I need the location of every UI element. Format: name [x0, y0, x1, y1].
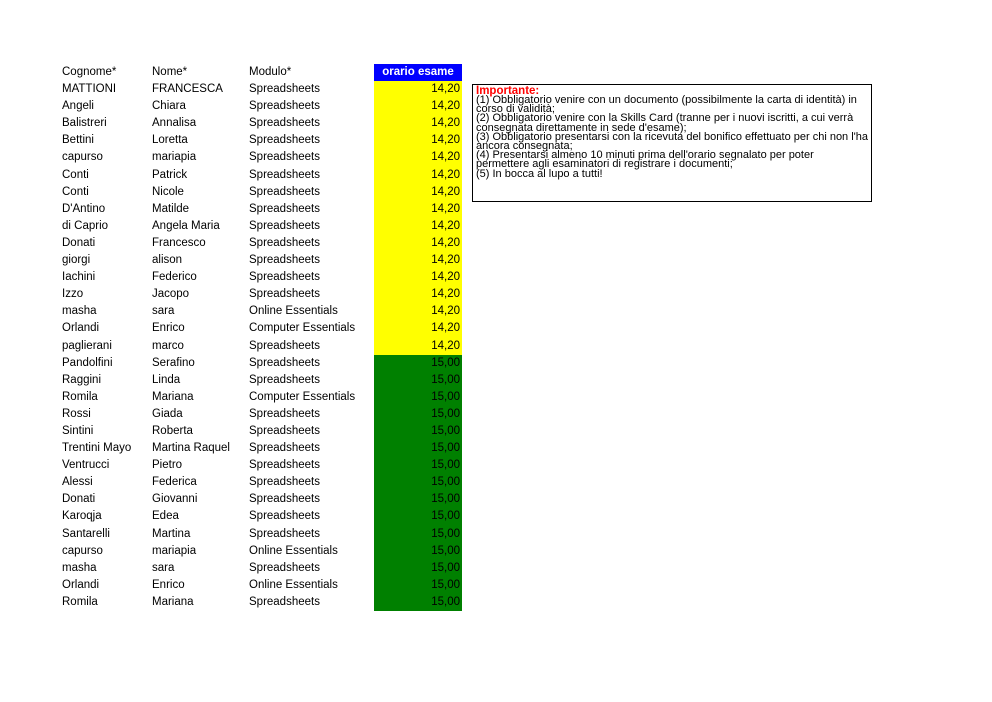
cell-modulo[interactable]: Spreadsheets [249, 356, 320, 369]
note-line-2: (2) Obbligatorio venire con la Skills Card (tranne per i nuovi iscritti, a cui verrà consegnata direttamente in sede d'esame); [476, 112, 854, 134]
cell-modulo[interactable]: Spreadsheets [249, 459, 320, 472]
cell-orario[interactable] [374, 167, 462, 184]
cell-modulo[interactable]: Spreadsheets [249, 100, 320, 113]
table-row [62, 577, 462, 594]
cell-orario[interactable] [374, 355, 462, 372]
cell-orario[interactable] [374, 98, 462, 115]
cell-nome[interactable]: mariapia [152, 544, 197, 557]
orario-value: 15,00 [431, 527, 460, 540]
cell-cognome[interactable]: Pandolfini [62, 356, 113, 369]
cell-orario[interactable] [374, 81, 462, 98]
cell-nome[interactable]: sara [152, 305, 175, 318]
header-cognome[interactable]: Cognome* [62, 66, 117, 78]
cell-nome[interactable]: Federica [152, 476, 197, 489]
note-line-3: (3) Obbligatorio presentarsi con la ricevuta del bonifico effettuato per chi non l'ha ancora consegnata; [476, 130, 869, 153]
note-line-5: (5) In bocca al lupo a tutti! [476, 167, 603, 180]
cell-modulo[interactable]: Spreadsheets [249, 134, 320, 147]
cell-modulo[interactable]: Spreadsheets [249, 288, 320, 301]
table-row [62, 457, 462, 474]
cell-modulo[interactable]: Spreadsheets [249, 493, 320, 506]
orario-value: 14,20 [431, 117, 460, 130]
cell-cognome[interactable]: Orlandi [62, 578, 100, 591]
table-row [62, 543, 462, 560]
table-row [62, 526, 462, 543]
orario-value: 15,00 [431, 578, 460, 591]
cell-nome[interactable]: Roberta [152, 424, 193, 437]
cell-orario[interactable] [374, 286, 462, 303]
orario-value: 14,20 [431, 288, 460, 301]
cell-modulo[interactable]: Spreadsheets [249, 83, 320, 96]
cell-modulo[interactable]: Spreadsheets [249, 271, 320, 284]
header-orario-esame[interactable]: orario esame [374, 64, 462, 81]
cell-orario[interactable] [374, 423, 462, 440]
cell-nome[interactable]: marco [152, 339, 184, 352]
cell-orario[interactable] [374, 132, 462, 149]
orario-value: 15,00 [431, 356, 460, 369]
cell-orario[interactable] [374, 184, 462, 201]
table-row [62, 132, 462, 149]
cell-nome[interactable]: Loretta [152, 134, 188, 147]
orario-value: 14,20 [431, 322, 460, 335]
orario-value: 14,20 [431, 100, 460, 113]
cell-cognome[interactable]: Karoqja [62, 510, 102, 523]
cell-cognome[interactable]: giorgi [62, 254, 91, 267]
table-row [62, 201, 462, 218]
cell-modulo[interactable]: Spreadsheets [249, 476, 320, 489]
cell-modulo[interactable]: Online Essentials [249, 544, 338, 557]
cell-cognome[interactable]: Conti [62, 185, 89, 198]
note-line-4: (4) Presentarsi almeno 10 minuti prima dell'orario segnalato per poter permettere agli esaminatori di registrare i documenti; [476, 149, 814, 171]
cell-orario[interactable] [374, 389, 462, 406]
cell-nome[interactable]: FRANCESCA [152, 83, 223, 96]
cell-cognome[interactable]: Orlandi [62, 322, 100, 335]
cell-modulo[interactable]: Spreadsheets [249, 561, 320, 574]
exam-schedule-table [62, 64, 462, 611]
cell-orario[interactable] [374, 560, 462, 577]
orario-value: 15,00 [431, 561, 460, 574]
cell-modulo[interactable]: Spreadsheets [249, 117, 320, 130]
cell-nome[interactable]: Pietro [152, 459, 183, 472]
cell-cognome[interactable]: Romila [62, 595, 98, 608]
cell-modulo[interactable]: Spreadsheets [249, 185, 320, 198]
notes-box[interactable] [472, 84, 872, 202]
orario-value: 14,20 [431, 202, 460, 215]
cell-cognome[interactable]: paglierani [62, 339, 112, 352]
cell-cognome[interactable]: Sintini [62, 424, 94, 437]
cell-cognome[interactable]: capurso [62, 151, 103, 164]
table-row [62, 115, 462, 132]
notes-title: Importante: [476, 85, 540, 97]
cell-nome[interactable]: Giovanni [152, 493, 198, 506]
table-body [62, 81, 462, 611]
table-row [62, 491, 462, 508]
cell-modulo[interactable]: Online Essentials [249, 578, 338, 591]
table-row [62, 560, 462, 577]
cell-orario[interactable] [374, 508, 462, 525]
table-row [62, 98, 462, 115]
table-row [62, 440, 462, 457]
table-row [62, 235, 462, 252]
cell-modulo[interactable]: Spreadsheets [249, 339, 320, 352]
cell-nome[interactable]: Francesco [152, 236, 206, 249]
table-row [62, 508, 462, 525]
cell-nome[interactable]: Angela Maria [152, 219, 220, 232]
orario-value: 15,00 [431, 459, 460, 472]
cell-cognome[interactable]: MATTIONI [62, 83, 117, 96]
note-line-1: (1) Obbligatorio venire con un documento (possibilmente la carta di identità) in corso di validità; [476, 94, 857, 116]
cell-cognome[interactable]: capurso [62, 544, 103, 557]
table-row [62, 320, 462, 337]
cell-nome[interactable]: Martina Raquel [152, 442, 230, 455]
cell-nome[interactable]: Jacopo [152, 288, 190, 301]
orario-value: 15,00 [431, 476, 460, 489]
orario-value: 15,00 [431, 510, 460, 523]
orario-value: 14,20 [431, 254, 460, 267]
cell-cognome[interactable]: Rossi [62, 407, 91, 420]
cell-orario[interactable] [374, 543, 462, 560]
table-row [62, 423, 462, 440]
table-row [62, 594, 462, 611]
cell-nome[interactable]: Enrico [152, 322, 185, 335]
orario-value: 14,20 [431, 134, 460, 147]
cell-cognome[interactable]: Angeli [62, 100, 94, 113]
cell-orario[interactable] [374, 440, 462, 457]
table-row [62, 184, 462, 201]
table-row [62, 149, 462, 166]
cell-orario[interactable] [374, 218, 462, 235]
table-row [62, 81, 462, 98]
table-row [62, 389, 462, 406]
cell-cognome[interactable]: Iachini [62, 271, 96, 284]
cell-cognome[interactable]: masha [62, 561, 97, 574]
cell-nome[interactable]: mariapia [152, 151, 197, 164]
table-row [62, 252, 462, 269]
cell-orario[interactable] [374, 320, 462, 337]
cell-cognome[interactable]: Raggini [62, 373, 101, 386]
cell-nome[interactable]: Annalisa [152, 117, 197, 130]
cell-orario[interactable] [374, 149, 462, 166]
table-row [62, 218, 462, 235]
orario-value: 14,20 [431, 185, 460, 198]
cell-orario[interactable] [374, 338, 462, 355]
cell-modulo[interactable]: Computer Essentials [249, 322, 356, 335]
cell-nome[interactable]: sara [152, 561, 175, 574]
orario-value: 15,00 [431, 424, 460, 437]
cell-cognome[interactable]: Balistreri [62, 117, 107, 130]
table-row [62, 303, 462, 320]
cell-orario[interactable] [374, 594, 462, 611]
table-row [62, 167, 462, 184]
cell-modulo[interactable]: Computer Essentials [249, 390, 356, 403]
cell-orario[interactable] [374, 303, 462, 320]
cell-modulo[interactable]: Spreadsheets [249, 527, 320, 540]
cell-nome[interactable]: Federico [152, 271, 197, 284]
cell-orario[interactable] [374, 406, 462, 423]
cell-nome[interactable]: Enrico [152, 578, 185, 591]
cell-modulo[interactable]: Spreadsheets [249, 424, 320, 437]
cell-modulo[interactable]: Online Essentials [249, 305, 338, 318]
orario-value: 15,00 [431, 544, 460, 557]
cell-cognome[interactable]: Bettini [62, 134, 94, 147]
orario-value: 14,20 [431, 219, 460, 232]
cell-modulo[interactable]: Spreadsheets [249, 442, 320, 455]
cell-modulo[interactable]: Spreadsheets [249, 168, 320, 181]
cell-cognome[interactable]: Trentini Mayo [62, 442, 132, 455]
table-row [62, 372, 462, 389]
cell-nome[interactable]: Giada [152, 407, 183, 420]
cell-cognome[interactable]: Alessi [62, 476, 93, 489]
cell-cognome[interactable]: D'Antino [62, 202, 106, 215]
cell-nome[interactable]: Martina [152, 527, 191, 540]
cell-orario[interactable] [374, 457, 462, 474]
cell-cognome[interactable]: Ventrucci [62, 459, 110, 472]
cell-nome[interactable]: alison [152, 254, 183, 267]
header-modulo[interactable]: Modulo* [249, 66, 292, 78]
cell-orario[interactable] [374, 577, 462, 594]
cell-modulo[interactable]: Spreadsheets [249, 407, 320, 420]
cell-cognome[interactable]: Donati [62, 236, 96, 249]
cell-orario[interactable] [374, 115, 462, 132]
cell-orario[interactable] [374, 269, 462, 286]
cell-orario[interactable] [374, 201, 462, 218]
header-row [62, 64, 462, 81]
orario-value: 14,20 [431, 271, 460, 284]
cell-modulo[interactable]: Spreadsheets [249, 510, 320, 523]
cell-orario[interactable] [374, 526, 462, 543]
cell-nome[interactable]: Nicole [152, 185, 184, 198]
cell-modulo[interactable]: Spreadsheets [249, 202, 320, 215]
cell-modulo[interactable]: Spreadsheets [249, 236, 320, 249]
cell-nome[interactable]: Mariana [152, 595, 194, 608]
orario-value: 15,00 [431, 595, 460, 608]
cell-modulo[interactable]: Spreadsheets [249, 595, 320, 608]
cell-nome[interactable]: Patrick [152, 168, 188, 181]
orario-value: 15,00 [431, 442, 460, 455]
cell-cognome[interactable]: Romila [62, 390, 98, 403]
orario-value: 14,20 [431, 339, 460, 352]
cell-nome[interactable]: Chiara [152, 100, 186, 113]
orario-value: 14,20 [431, 168, 460, 181]
table-row [62, 338, 462, 355]
table-row [62, 355, 462, 372]
cell-orario[interactable] [374, 474, 462, 491]
cell-orario[interactable] [374, 372, 462, 389]
orario-value: 14,20 [431, 305, 460, 318]
cell-orario[interactable] [374, 491, 462, 508]
cell-modulo[interactable]: Spreadsheets [249, 219, 320, 232]
cell-cognome[interactable]: Izzo [62, 288, 84, 301]
orario-value: 14,20 [431, 83, 460, 96]
orario-value: 15,00 [431, 373, 460, 386]
cell-nome[interactable]: Matilde [152, 202, 190, 215]
orario-value: 14,20 [431, 236, 460, 249]
orario-value: 15,00 [431, 493, 460, 506]
cell-nome[interactable]: Linda [152, 373, 181, 386]
table-row [62, 286, 462, 303]
cell-modulo[interactable]: Spreadsheets [249, 151, 320, 164]
cell-modulo[interactable]: Spreadsheets [249, 373, 320, 386]
orario-value: 14,20 [431, 151, 460, 164]
cell-nome[interactable]: Edea [152, 510, 179, 523]
table-row [62, 474, 462, 491]
cell-orario[interactable] [374, 252, 462, 269]
orario-value: 15,00 [431, 407, 460, 420]
table-row [62, 406, 462, 423]
table-row [62, 269, 462, 286]
cell-modulo[interactable]: Spreadsheets [249, 254, 320, 267]
header-nome[interactable]: Nome* [152, 66, 188, 78]
cell-cognome[interactable]: Donati [62, 493, 96, 506]
cell-orario[interactable] [374, 235, 462, 252]
cell-nome[interactable]: Mariana [152, 390, 194, 403]
orario-value: 15,00 [431, 390, 460, 403]
cell-cognome[interactable]: masha [62, 305, 97, 318]
cell-cognome[interactable]: Santarelli [62, 527, 110, 540]
cell-nome[interactable]: Serafino [152, 356, 195, 369]
cell-cognome[interactable]: di Caprio [62, 219, 109, 232]
cell-cognome[interactable]: Conti [62, 168, 89, 181]
